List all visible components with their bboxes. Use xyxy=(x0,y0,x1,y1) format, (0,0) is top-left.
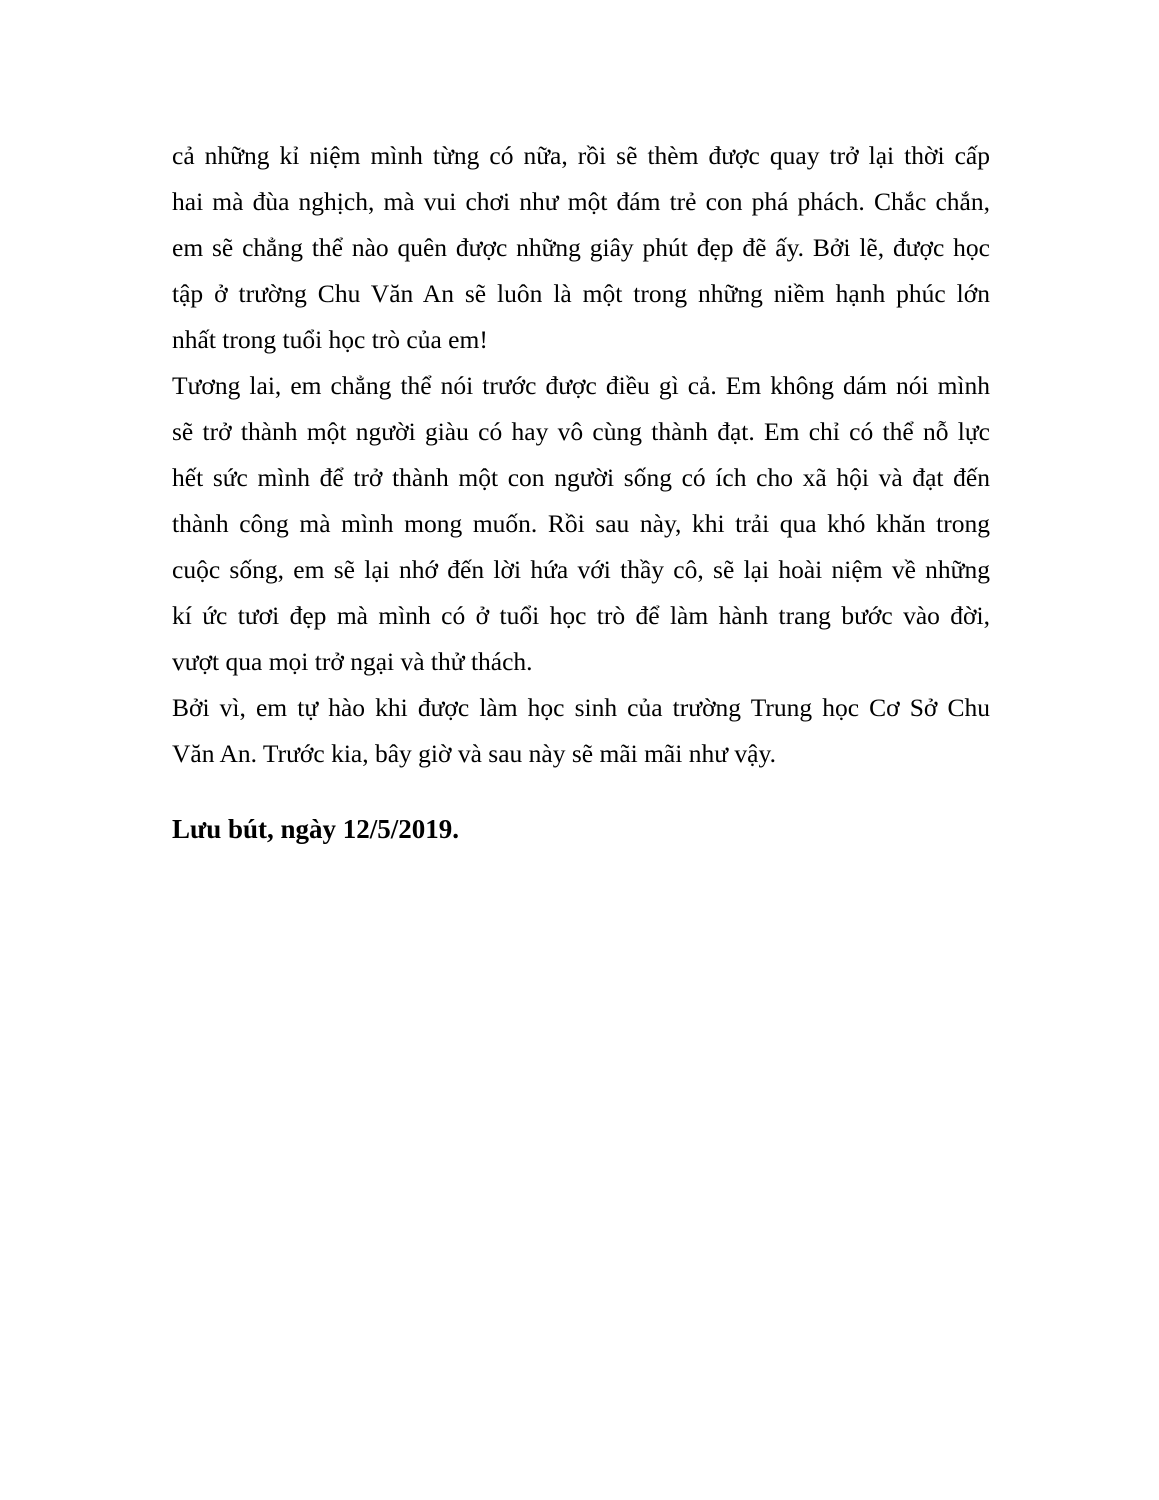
text-line: Văn An. Trước kia, bây giờ và sau này sẽ mãi mãi như vậy. xyxy=(172,739,776,768)
paragraph-2 xyxy=(172,363,990,685)
text-line: tập ở trường Chu Văn An sẽ luôn là một trong những niềm hạnh phúc lớn xyxy=(172,279,990,308)
paragraph-3 xyxy=(172,685,990,777)
text-line: kí ức tươi đẹp mà mình có ở tuổi học trò để làm hành trang bước vào đời, xyxy=(172,601,990,630)
text-line: hai mà đùa nghịch, mà vui chơi như một đám trẻ con phá phách. Chắc chắn, xyxy=(172,187,990,216)
text-line: em sẽ chẳng thể nào quên được những giây phút đẹp đẽ ấy. Bởi lẽ, được học xyxy=(172,233,990,262)
document-body xyxy=(172,133,990,777)
text-line: cuộc sống, em sẽ lại nhớ đến lời hứa với thầy cô, sẽ lại hoài niệm về những xyxy=(172,555,990,584)
text-line: Tương lai, em chẳng thể nói trước được điều gì cả. Em không dám nói mình xyxy=(172,371,990,400)
text-line: cả những kỉ niệm mình từng có nữa, rồi sẽ thèm được quay trở lại thời cấp xyxy=(172,141,990,170)
paragraph-1 xyxy=(172,133,990,363)
text-line: Bởi vì, em tự hào khi được làm học sinh của trường Trung học Cơ Sở Chu xyxy=(172,693,990,722)
text-line: vượt qua mọi trở ngại và thử thách. xyxy=(172,647,533,676)
text-line: sẽ trở thành một người giàu có hay vô cùng thành đạt. Em chỉ có thể nỗ lực xyxy=(172,417,990,446)
text-line: nhất trong tuổi học trò của em! xyxy=(172,325,488,354)
text-line: hết sức mình để trở thành một con người sống có ích cho xã hội và đạt đến xyxy=(172,463,990,492)
signature-date: Lưu bút, ngày 12/5/2019. xyxy=(172,814,460,844)
text-line: thành công mà mình mong muốn. Rồi sau này, khi trải qua khó khăn trong xyxy=(172,509,990,538)
